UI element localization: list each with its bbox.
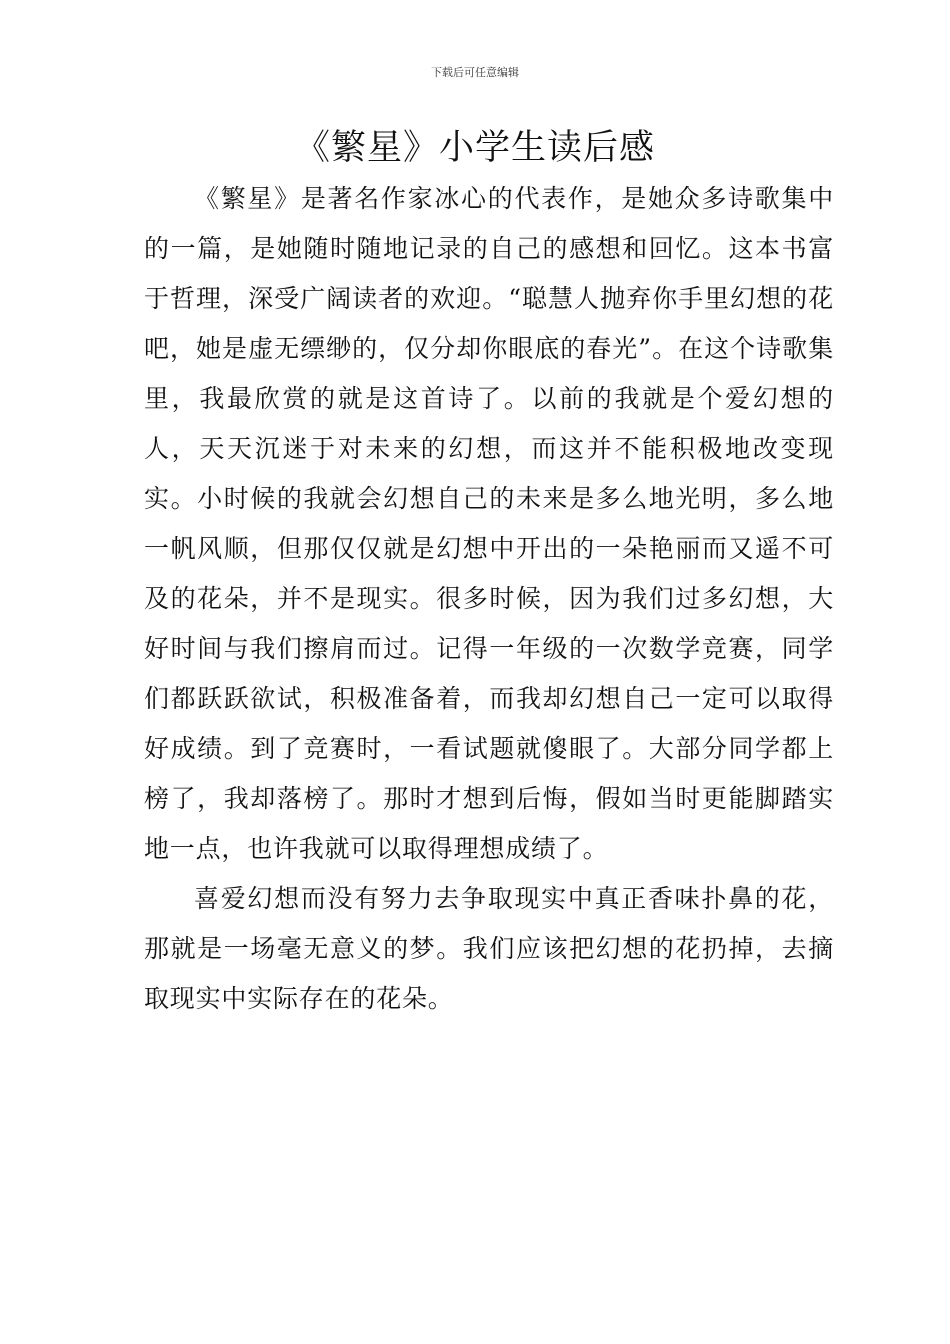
header-note: 下载后可任意编辑 <box>431 66 519 79</box>
page-title: 《繁星》小学生读后感 <box>294 128 655 168</box>
paragraph-1: 《繁星》是著名作家冰心的代表作，是她众多诗歌集中的一篇，是她随时随地记录的自己的感想和回忆。这本书富于哲理，深受广阔读者的欢迎。“聪慧人抛弃你手里幻想的花吧，她是虚无缥缈的，仅分却你眼底的春光”。在这个诗歌集里，我最欣赏的就是这首诗了。以前的我就是个爱幻想的人，天天沉迷于对未来的幻想，而这并不能积极地改变现实。小时候的我就会幻想自己的未来是多么地光明，多么地一帆风顺，但那仅仅就是幻想中开出的一朵艳丽而又遥不可及的花朵，并不是现实。很多时候，因为我们过多幻想，大好时间与我们擦肩而过。记得一年级的一次数学竞赛，同学们都跃跃欲试，积极准备着，而我却幻想自己一定可以取得好成绩。到了竞赛时，一看试题就傻眼了。大部分同学都上榜了，我却落榜了。那时才想到后悔，假如当时更能脚踏实地一点，也许我就可以取得理想成绩了。 <box>144 184 834 863</box>
article-body <box>144 174 834 1024</box>
paragraph-2: 喜爱幻想而没有努力去争取现实中真正香味扑鼻的花，那就是一场毫无意义的梦。我们应该把幻想的花扔掉，去摘取现实中实际存在的花朵。 <box>144 884 834 1013</box>
